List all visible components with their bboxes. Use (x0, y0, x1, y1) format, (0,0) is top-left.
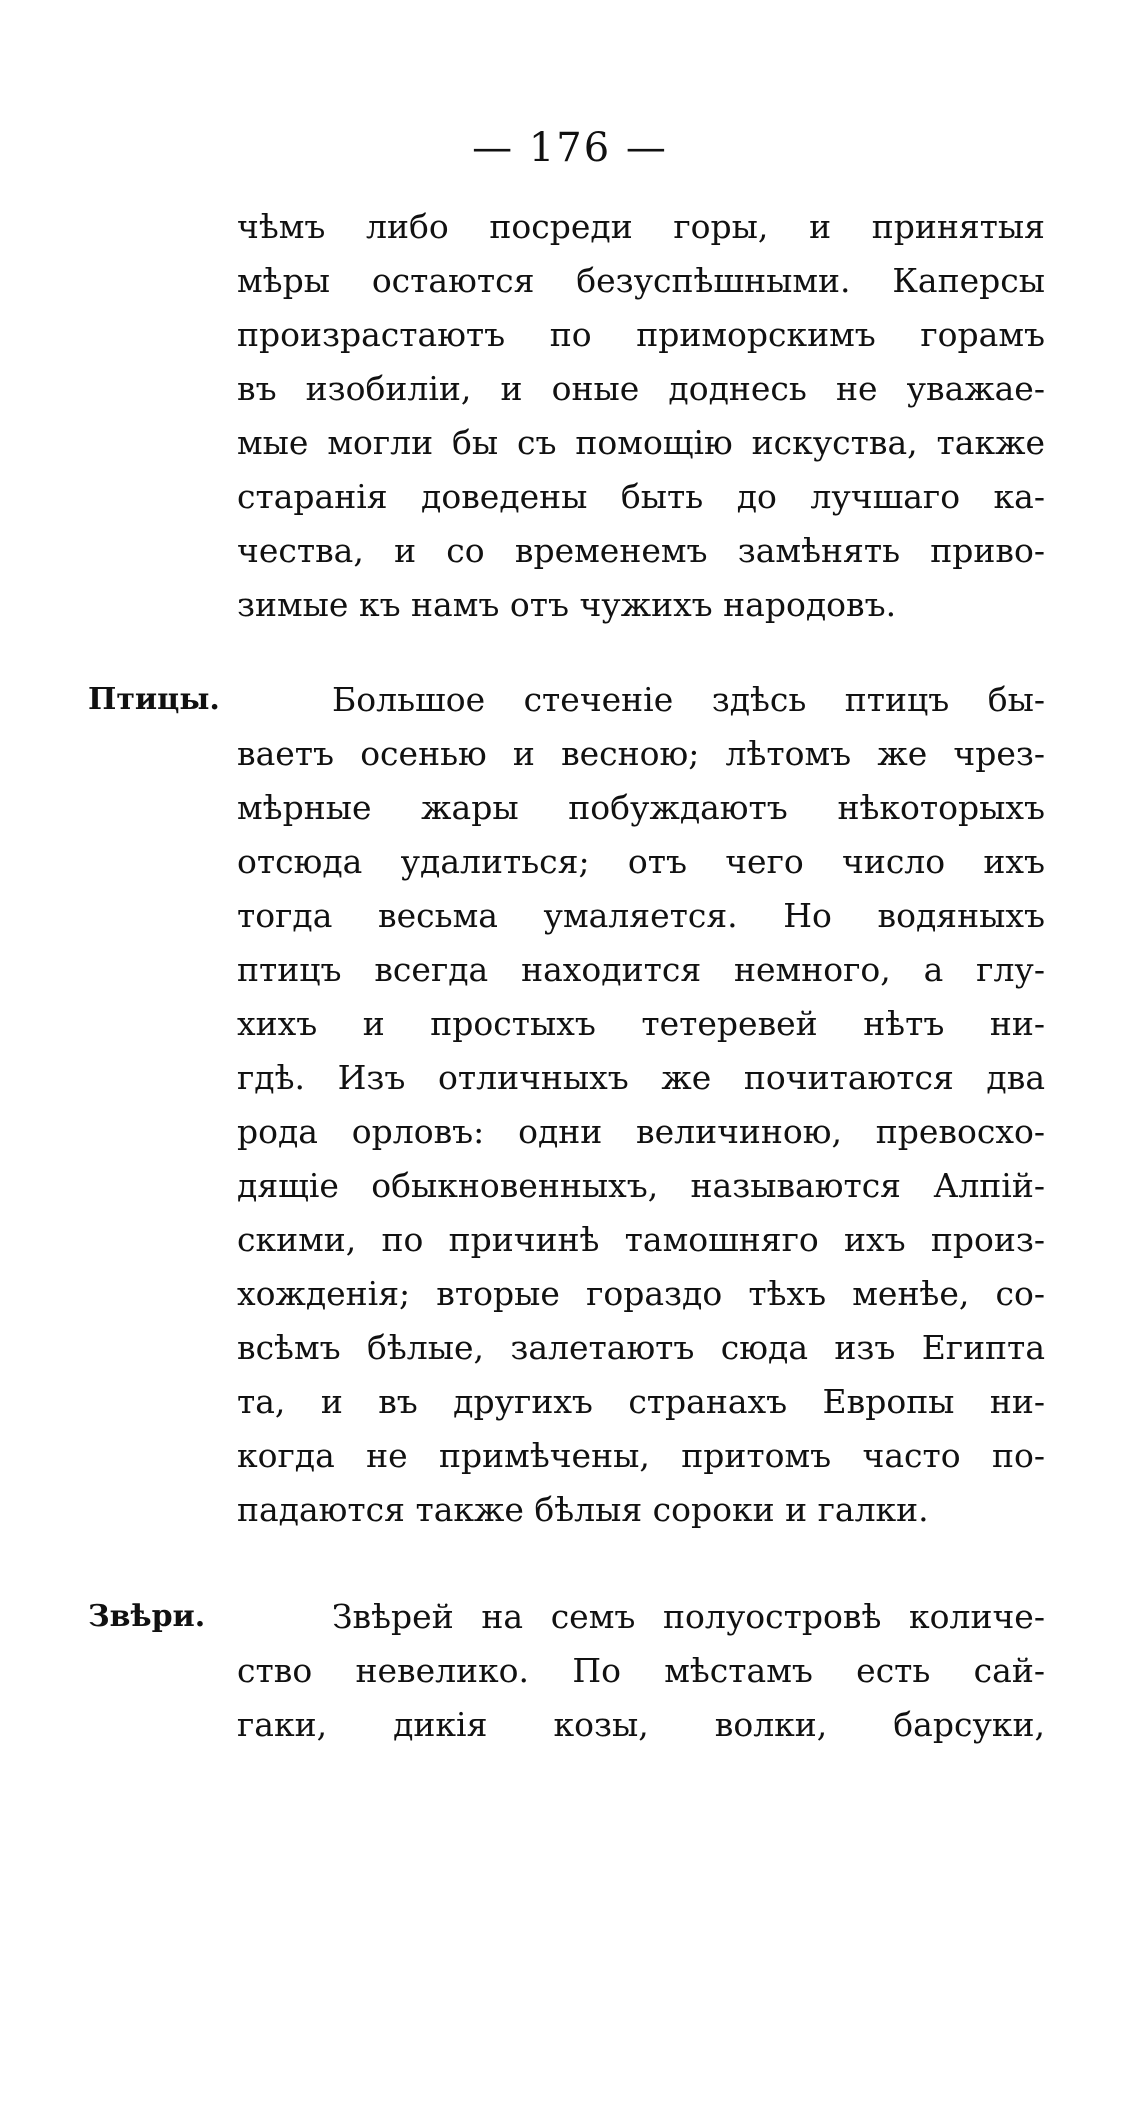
text-line: хихъ и простыхъ тетеревей нѣтъ ни- (237, 1004, 1045, 1043)
text-line: Большое стеченіе здѣсь птицъ бы- (332, 680, 1045, 719)
text-line: дящіе обыкновенныхъ, называются Алпій- (237, 1166, 1045, 1205)
paragraph-beasts (237, 1590, 1045, 1752)
margin-label-beasts: Звѣри. (88, 1599, 206, 1634)
text-line: скими, по причинѣ тамошняго ихъ произ- (237, 1220, 1045, 1259)
text-line: Звѣрей на семъ полуостровѣ количе- (332, 1597, 1045, 1636)
text-line: когда не примѣчены, притомъ часто по- (237, 1436, 1045, 1475)
margin-label-birds: Птицы. (88, 682, 220, 717)
text-line: рода орловъ: одни величиною, превосхо- (237, 1112, 1045, 1151)
text-line: гаки, дикія козы, волки, барсуки, (237, 1705, 1045, 1744)
text-line: мые могли бы съ помощію искуства, также (237, 423, 1045, 462)
text-line: хожденія; вторые гораздо тѣхъ менѣе, со- (237, 1274, 1045, 1313)
text-line: та, и въ другихъ странахъ Европы ни- (237, 1382, 1045, 1421)
text-line: ваетъ осенью и весною; лѣтомъ же чрез- (237, 734, 1045, 773)
text-line: птицъ всегда находится немного, а глу- (237, 950, 1045, 989)
page-number: — 176 — (472, 125, 668, 171)
text-line: тогда весьма умаляется. Но водяныхъ (237, 896, 1045, 935)
text-line: мѣры остаются безуспѣшными. Каперсы (237, 261, 1045, 300)
text-line: ство невелико. По мѣстамъ есть сай- (237, 1651, 1045, 1690)
text-line: отсюда удалиться; отъ чего число ихъ (237, 842, 1045, 881)
text-line: мѣрные жары побуждаютъ нѣкоторыхъ (237, 788, 1045, 827)
text-line: падаются также бѣлыя сороки и галки. (237, 1490, 929, 1529)
text-line: произрастаютъ по приморскимъ горамъ (237, 315, 1045, 354)
text-line: чѣмъ либо посреди горы, и принятыя (237, 207, 1045, 246)
text-line: гдѣ. Изъ отличныхъ же почитаются два (237, 1058, 1045, 1097)
text-line: въ изобиліи, и оные доднесь не уважае- (237, 369, 1045, 408)
text-line: старанія доведены быть до лучшаго ка- (237, 477, 1045, 516)
paragraph-plants (237, 200, 1045, 632)
text-line: всѣмъ бѣлые, залетаютъ сюда изъ Египта (237, 1328, 1045, 1367)
text-line: чества, и со временемъ замѣнять приво- (237, 531, 1045, 570)
text-line: зимые къ намъ отъ чужихъ народовъ. (237, 585, 897, 624)
paragraph-birds (237, 673, 1045, 1537)
